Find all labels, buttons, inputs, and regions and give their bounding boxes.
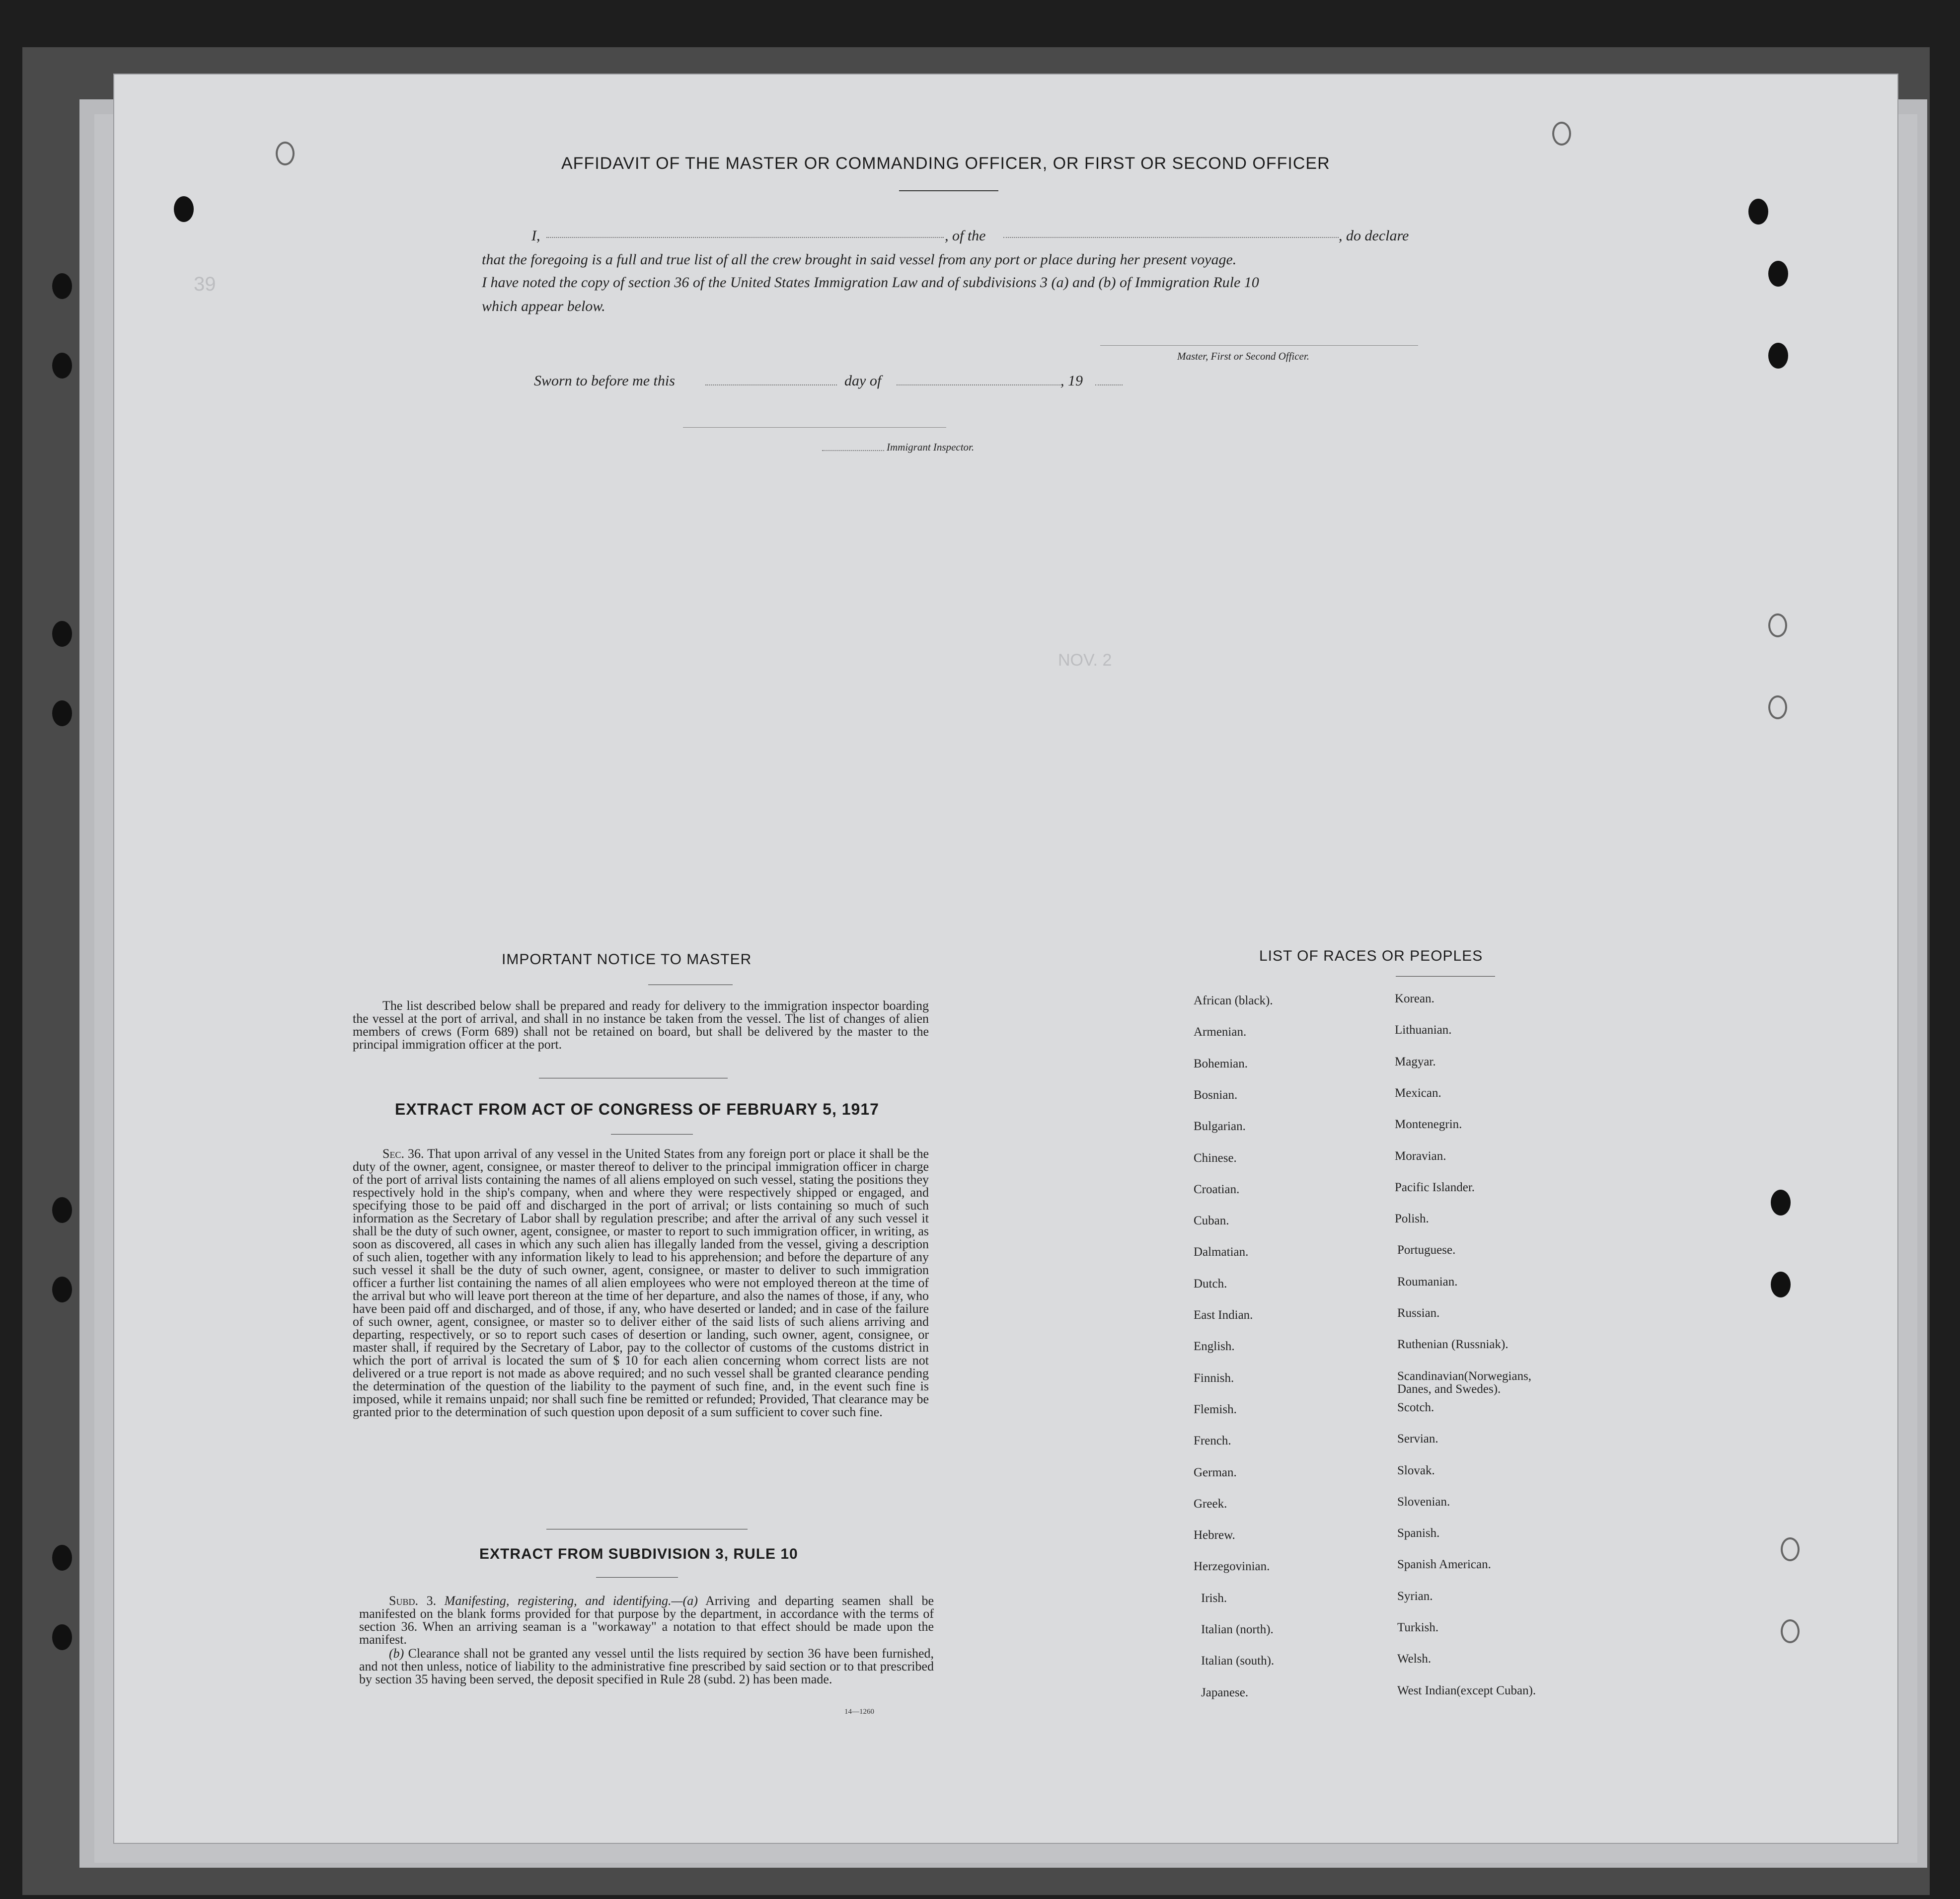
punch-hole bbox=[1781, 1619, 1800, 1643]
master-signature-line[interactable] bbox=[1100, 345, 1418, 346]
punch-hole bbox=[52, 1277, 72, 1302]
master-signature-label: Master, First or Second Officer. bbox=[1177, 350, 1309, 362]
race-item-right: Ruthenian (Russniak). bbox=[1397, 1338, 1508, 1351]
affidavit-body-line2: I have noted the copy of section 36 of the United States Immigration Law and of subdivisions 3 (a) and (b) of Immigration Rule 10 bbox=[482, 274, 1259, 291]
rule-para-b bbox=[359, 1647, 934, 1686]
race-item-right: Spanish American. bbox=[1397, 1558, 1491, 1571]
race-item-left: Dalmatian. bbox=[1194, 1245, 1249, 1259]
race-item-left: Chinese. bbox=[1194, 1151, 1237, 1165]
bleed-mark: 39 bbox=[194, 273, 216, 295]
race-item-right: Magyar. bbox=[1395, 1055, 1436, 1068]
officer-name-field[interactable] bbox=[546, 237, 944, 238]
affidavit-body-line3: which appear below. bbox=[482, 298, 605, 314]
punch-hole bbox=[52, 700, 72, 726]
punch-hole bbox=[1552, 122, 1571, 146]
divider bbox=[596, 1577, 678, 1578]
race-item-right: Scotch. bbox=[1397, 1401, 1434, 1414]
race-item-right: Slovak. bbox=[1397, 1464, 1435, 1477]
race-item-left: East Indian. bbox=[1194, 1308, 1253, 1322]
sworn-month-field[interactable] bbox=[897, 384, 1060, 385]
punch-hole bbox=[1768, 613, 1787, 637]
notice-title: IMPORTANT NOTICE TO MASTER bbox=[502, 951, 752, 968]
punch-hole bbox=[1771, 1272, 1791, 1297]
race-item-right: Turkish. bbox=[1397, 1621, 1439, 1634]
race-item-right: Moravian. bbox=[1395, 1149, 1446, 1163]
act-extract-title: EXTRACT FROM ACT OF CONGRESS OF FEBRUARY 5, 1917 bbox=[395, 1100, 879, 1118]
race-item-left: Italian (south). bbox=[1201, 1654, 1275, 1668]
act-extract-text bbox=[353, 1147, 929, 1419]
subd-para-b-text: Clearance shall not be granted any vessel until the lists required by section 36 have been furnished, and not then unless, notice of liability to the administrative fine prescribed by said section or to that prescribed by section 35 having been served, the deposit specified in Rule 28 (subd. 2) has been made. bbox=[359, 1646, 934, 1686]
race-item-right: Korean. bbox=[1395, 992, 1434, 1005]
rule-extract-title: EXTRACT FROM SUBDIVISION 3, RULE 10 bbox=[479, 1546, 798, 1562]
race-item-right: Mexican. bbox=[1395, 1086, 1441, 1100]
race-item-left: Finnish. bbox=[1194, 1371, 1234, 1385]
affidavit-title: AFFIDAVIT OF THE MASTER OR COMMANDING OFFICER, OR FIRST OR SECOND OFFICER bbox=[561, 154, 1330, 173]
punch-hole bbox=[52, 1545, 72, 1571]
race-item-left: French. bbox=[1194, 1434, 1231, 1447]
race-item-left: Herzegovinian. bbox=[1194, 1560, 1270, 1573]
subd-heading: Manifesting, registering, and identifying.—(a) bbox=[444, 1594, 698, 1608]
race-item-right: West Indian(except Cuban). bbox=[1397, 1684, 1536, 1697]
race-item-right: Russian. bbox=[1397, 1306, 1440, 1320]
affidavit-do-declare: , do declare bbox=[1339, 228, 1409, 244]
sworn-year-field[interactable] bbox=[1095, 384, 1123, 385]
affidavit-body-line1: that the foregoing is a full and true list of all the crew brought in said vessel from any port or place during her present voyage. bbox=[482, 251, 1237, 268]
punch-hole bbox=[276, 142, 295, 165]
punch-hole bbox=[1781, 1537, 1800, 1561]
race-item-right: Portuguese. bbox=[1397, 1243, 1456, 1257]
race-item-left: Bulgarian. bbox=[1194, 1120, 1246, 1133]
punch-hole bbox=[1768, 261, 1788, 287]
race-item-left: Croatian. bbox=[1194, 1183, 1240, 1196]
divider bbox=[899, 190, 998, 191]
subd-label: Subd. 3. bbox=[389, 1594, 437, 1608]
vessel-name-field[interactable] bbox=[1003, 237, 1339, 238]
punch-hole bbox=[52, 273, 72, 299]
race-item-left: Cuban. bbox=[1194, 1214, 1229, 1227]
divider bbox=[1396, 976, 1495, 977]
punch-hole bbox=[52, 353, 72, 379]
punch-hole bbox=[52, 621, 72, 647]
inspector-signature-line[interactable] bbox=[683, 427, 946, 428]
race-item-right: Spanish. bbox=[1397, 1526, 1440, 1540]
race-item-right: Polish. bbox=[1395, 1212, 1429, 1225]
race-item-right: Roumanian. bbox=[1397, 1275, 1458, 1289]
punch-hole bbox=[52, 1197, 72, 1223]
punch-hole bbox=[1771, 1190, 1791, 1215]
act-section-body: That upon arrival of any vessel in the United States from any foreign port or place it shall be the duty of the owner, agent, consignee, or master thereof to deliver to the principal immigration officer in charge of the port of arrival lists containing the names of all aliens employed on such vessel, stating the positions they respectively hold in the ship's company, when and where they were respectively shipped or engaged, and specifying those to be paid off and discharged in the port of arrival; or lists containing so much of such information as the Secretary of Labor shall by regulation prescribe; and after the arrival of any such vessel it shall be the duty of such owner, agent, consignee, or master to report to such immigration officer, in writing, as soon as discovered, all cases in which any such alien has illegally landed from the vessel, giving a description of such alien, together with any information likely to lead to his apprehension; and before the departure of any such vessel it shall be the duty of such owner, agent, consignee, or master to deliver to such immigration officer a further list containing the names of all alien employees who were not employed thereon at the time of the arrival but who will leave port thereon at the time of her departure, and also the names of those, if any, who have been paid off and discharged, and of those, if any, who have deserted or landed; and in case of the failure of such owner, agent, consignee, or master so to deliver either of the said lists of such aliens arriving and departing, respectively, or so to report such cases of desertion or landing, such owner, agent, consignee, or master shall, if required by the Secretary of Labor, pay to the collector of customs of the customs district in which the port of arrival is located the sum of $ 10 for each alien concerning whom correct lists are not delivered or a true report is not made as above required; and no such vessel shall be granted clearance pending the determination of the question of the liability to the payment of such fine, and, in the event such fine is imposed, while it remains unpaid; nor shall such fine be remitted or refunded; Provided, That clearance may be granted prior to the determination of such question upon deposit of a sum sufficient to cover such fine. bbox=[353, 1146, 929, 1419]
notice-text: The list described below shall be prepared and ready for delivery to the immigration inspector boarding the vessel at the port of arrival, and shall in no instance be taken from the vessel. The list of changes of alien members of crews (Form 689) shall not be retained on board, but shall be delivered by the master to the principal immigration officer at the port. bbox=[353, 998, 929, 1052]
rule-para-a bbox=[359, 1595, 934, 1646]
punch-hole bbox=[1748, 199, 1768, 225]
form-page bbox=[114, 75, 1897, 1843]
inspector-dots bbox=[822, 450, 884, 451]
race-item-left: English. bbox=[1194, 1340, 1235, 1353]
affidavit-of-the-label: , of the bbox=[945, 228, 986, 244]
race-item-left: German. bbox=[1194, 1466, 1237, 1479]
subd-para-a-text: Arriving and departing seamen shall be manifested on the blank forms provided for that purpose by the department, in accordance with the terms of section 36. When an arriving seaman is a "workaway" a notation to that effect should be made upon the manifest. bbox=[359, 1594, 934, 1647]
race-item-right: Lithuanian. bbox=[1395, 1023, 1452, 1037]
race-item-right: Welsh. bbox=[1397, 1652, 1432, 1666]
inspector-label: Immigrant Inspector. bbox=[887, 441, 975, 453]
race-item-right: Scandinavian(Norwegians, Danes, and Swedes). bbox=[1397, 1369, 1532, 1396]
race-item-left: Italian (north). bbox=[1201, 1623, 1274, 1636]
divider bbox=[611, 1134, 693, 1135]
race-item-left: Hebrew. bbox=[1194, 1528, 1235, 1542]
affidavit-i-label: I, bbox=[531, 228, 540, 244]
act-section-label: Sec. 36. bbox=[382, 1146, 424, 1161]
race-item-right: Slovenian. bbox=[1397, 1495, 1450, 1509]
punch-hole bbox=[1768, 695, 1787, 719]
sworn-label: Sworn to before me this bbox=[534, 373, 675, 389]
race-item-left: Dutch. bbox=[1194, 1277, 1227, 1291]
year-prefix: , 19 bbox=[1060, 373, 1083, 389]
race-item-right: Pacific Islander. bbox=[1395, 1181, 1475, 1194]
day-of-label: day of bbox=[844, 373, 882, 389]
race-item-left: Greek. bbox=[1194, 1497, 1227, 1511]
race-item-right: Servian. bbox=[1397, 1432, 1438, 1445]
subd-b-label: (b) bbox=[389, 1646, 404, 1661]
race-item-left: Japanese. bbox=[1201, 1686, 1249, 1699]
punch-hole bbox=[1768, 343, 1788, 369]
sworn-day-field[interactable] bbox=[705, 384, 837, 385]
race-item-right: Montenegrin. bbox=[1395, 1118, 1462, 1131]
race-item-left: Bohemian. bbox=[1194, 1057, 1248, 1070]
race-item-left: Irish. bbox=[1201, 1592, 1227, 1605]
punch-hole bbox=[174, 196, 194, 222]
race-item-left: Armenian. bbox=[1194, 1025, 1247, 1039]
form-number: 14—1260 bbox=[844, 1708, 874, 1716]
race-item-left: Bosnian. bbox=[1194, 1088, 1238, 1102]
race-item-right: Syrian. bbox=[1397, 1590, 1433, 1603]
punch-hole bbox=[52, 1624, 72, 1650]
race-item-left: Flemish. bbox=[1194, 1403, 1237, 1416]
races-title: LIST OF RACES OR PEOPLES bbox=[1259, 948, 1483, 964]
bleed-mark: NOV. 2 bbox=[1058, 651, 1112, 670]
race-item-left: African (black). bbox=[1194, 994, 1273, 1007]
